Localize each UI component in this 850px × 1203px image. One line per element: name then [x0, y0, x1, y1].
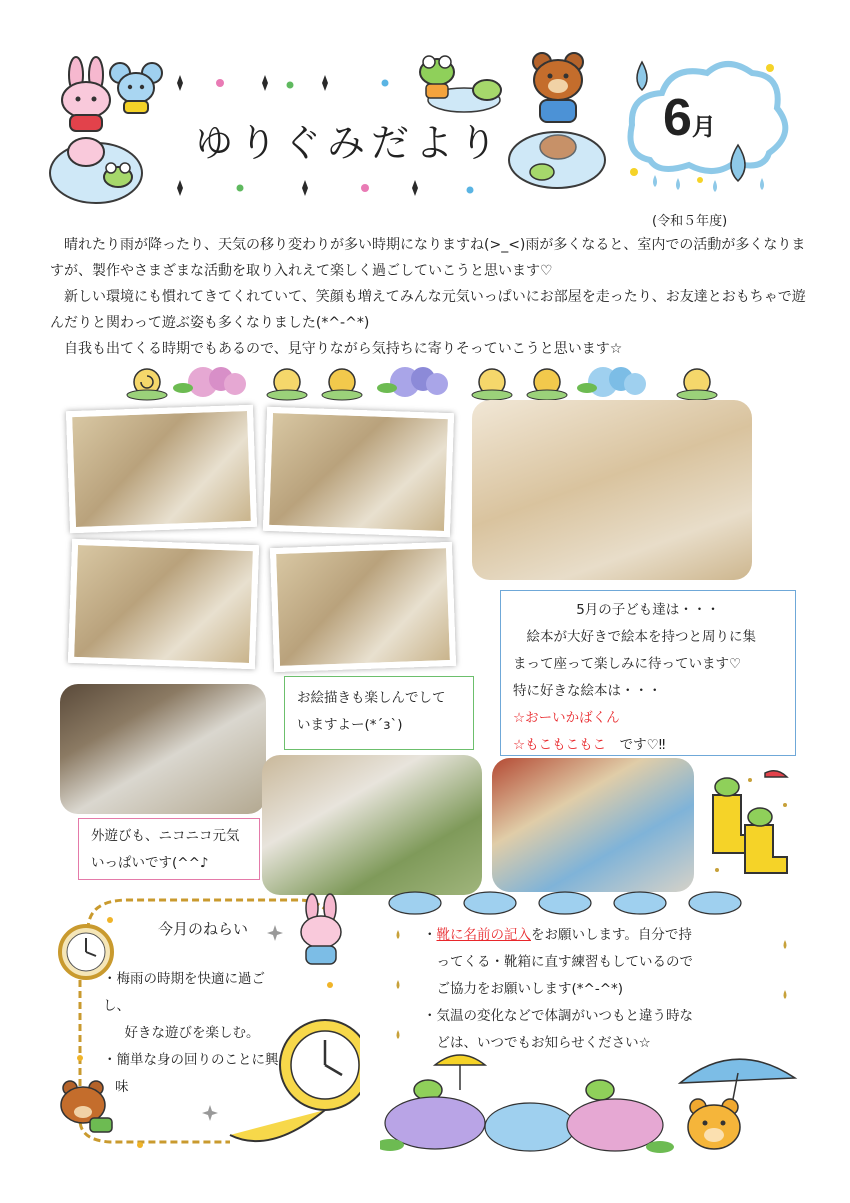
may-children-box	[500, 590, 796, 756]
photo-drawing-1	[66, 405, 257, 533]
favorite-book-1: ☆おーいかばくん	[513, 710, 620, 726]
shoe-name-label: 靴に名前の記入	[436, 927, 531, 943]
photo-outdoor-2	[262, 755, 482, 895]
favorite-book-suffix: です♡‼	[606, 737, 666, 753]
drawing-caption-line-1: お絵描きも楽しんでして	[297, 690, 446, 706]
snail-icon	[677, 369, 717, 400]
outdoor-caption-line-2: いっぱいです(^^♪	[91, 855, 209, 871]
drawing-caption-line-2: いますよー(*´з`)	[297, 717, 403, 733]
raindrop-icon	[637, 62, 647, 90]
notice-item-1-line-3: ご協力をお願いします(*^-^*)	[423, 981, 624, 997]
aims-item-2b: 味	[115, 1079, 129, 1095]
aims-item-1c: 好きな遊びを楽しむ。	[111, 1025, 260, 1041]
month-number: 6	[663, 89, 692, 147]
aims-item-2a: ・簡単な身の回りのことに興	[103, 1052, 279, 1068]
aims-list	[103, 966, 318, 1101]
snail-icon	[472, 369, 512, 400]
may-box-line-2: まって座って楽しみに待っています♡	[513, 656, 742, 672]
notice-item-1-line-1	[423, 922, 733, 949]
snail-icon	[527, 369, 567, 400]
photo-outdoor-3	[492, 758, 694, 892]
month-suffix: 月	[691, 114, 716, 141]
bottom-hydrangea-scene	[380, 1045, 800, 1160]
photo-outdoor-1	[60, 684, 266, 814]
notice-item-2-line-2: どは、いつでもお知らせください☆	[423, 1035, 651, 1051]
hydrangea-icon	[577, 367, 646, 397]
may-box-heading: 5月の子ども達は・・・	[576, 602, 720, 618]
bunny-icon	[301, 894, 341, 964]
aims-heading: 今月のねらい	[158, 920, 249, 938]
favorite-book-2-row	[513, 732, 783, 759]
hydrangea-icon	[377, 367, 448, 397]
month-label	[663, 88, 716, 148]
fiscal-year: (令和５年度)	[652, 214, 728, 229]
hydrangea-icon	[173, 367, 246, 397]
notice-bullet: ・	[423, 927, 437, 943]
boot-icon	[705, 765, 795, 880]
aims-item-1a: ・梅雨の時期を快適に過ご	[103, 971, 265, 987]
cloud-border-row	[385, 888, 785, 918]
may-box-line-3: 特に好きな絵本は・・・	[513, 683, 662, 699]
photo-drawing-2	[263, 407, 454, 537]
bear-icon	[688, 1099, 740, 1149]
notice-item-2-line-1: ・気温の変化などで体調がいつもと違う時な	[423, 1008, 693, 1024]
intro-paragraph-3: 自我も出てくる時期でもあるので、見守りながら気持ちに寄りそっていこうと思います☆	[50, 341, 623, 357]
frog-icon	[530, 164, 554, 180]
notice-item-1-rest: をお願いします。自分で持	[531, 927, 692, 943]
bear-icon	[533, 53, 583, 159]
notice-list	[423, 922, 733, 1057]
snail-icon	[267, 369, 307, 400]
photo-story-circle	[472, 400, 752, 580]
drawing-caption-box	[284, 676, 474, 750]
notice-item-1-line-2: ってくる・靴箱に直す練習もしているので	[423, 954, 693, 970]
outdoor-caption-line-1: 外遊びも、ニコニコ元気	[91, 828, 240, 844]
newsletter-title: ゆりぐみだより	[195, 121, 504, 165]
hydrangea-icon	[380, 1097, 674, 1153]
bunny-icon	[62, 57, 110, 131]
frog-icon	[104, 163, 132, 187]
bunny-reflection-icon	[68, 138, 104, 166]
snail-icon	[127, 369, 167, 400]
aims-item-1b: し、	[103, 998, 130, 1014]
photo-drawing-4	[270, 542, 456, 672]
intro-paragraph-1: 晴れたり雨が降ったり、天気の移り変わりが多い時期になりますね(>_<)雨が多くなると、室内での活動が多くなりますが、製作やさまざまな活動を取り入れえて楽しく過ごしていこうと思います♡	[50, 237, 806, 279]
mouse-icon	[110, 63, 162, 113]
outdoor-caption-box	[78, 818, 260, 880]
intro-paragraph-2: 新しい環境にも慣れてきてくれていて、笑顔も増えてみんな元気いっぱいにお部屋を走ったり、お友達とおもちゃで遊んだりと関わって遊ぶ姿も多くなりました(*^-^*)	[50, 289, 806, 331]
umbrella-icon	[435, 1055, 485, 1090]
snail-hydrangea-border	[125, 362, 730, 402]
photo-drawing-3	[68, 539, 259, 669]
may-box-line-1: 絵本が大好きで絵本を持つと周りに集	[513, 629, 756, 645]
snail-icon	[322, 369, 362, 400]
favorite-book-2: ☆もこもこもこ	[513, 737, 607, 753]
